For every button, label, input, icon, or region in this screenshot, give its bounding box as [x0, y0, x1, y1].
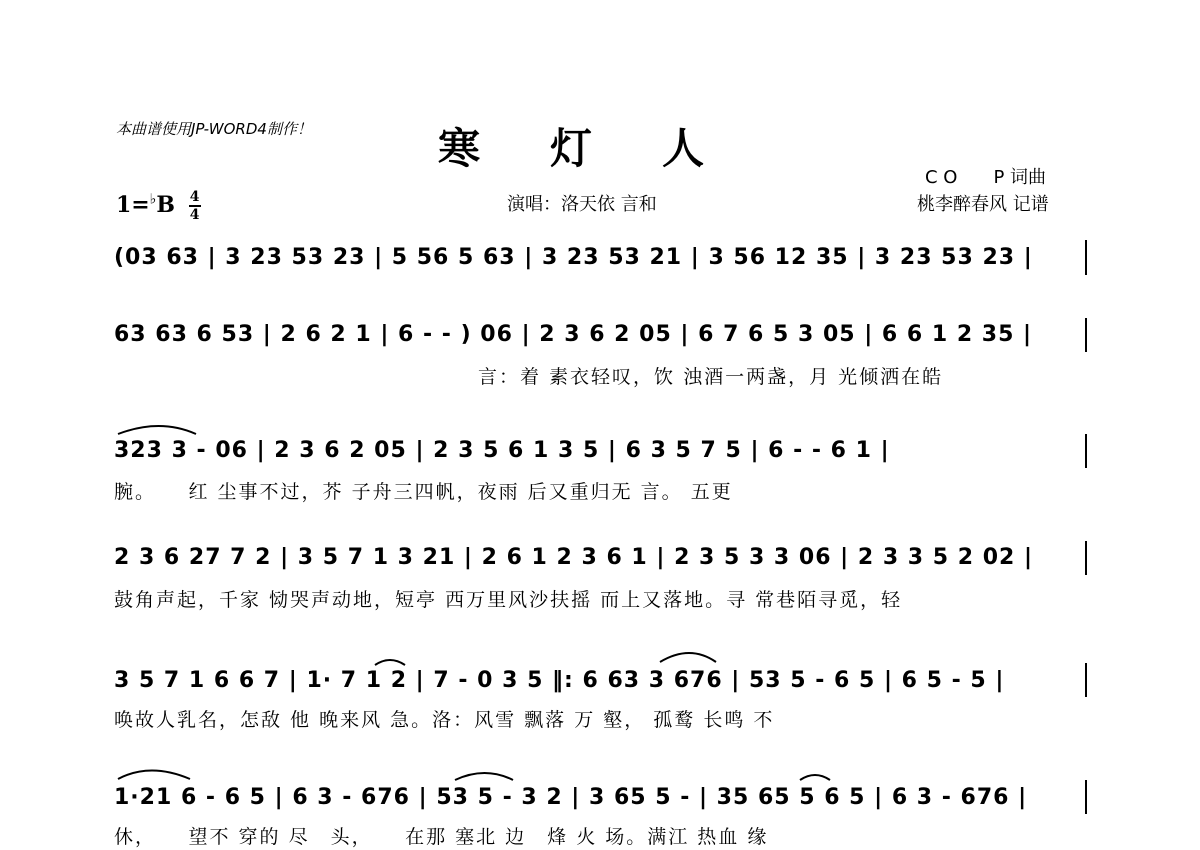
slur-mark — [800, 775, 830, 780]
lyric-line-5: 唤故人乳名，怎敌 他 晚来风 急。洛：风雪 飘落 万 壑， 孤鹜 长鸣 不 — [114, 709, 775, 731]
lyricist-credit: C O P 词曲 — [925, 167, 1047, 188]
lyric-line-4: 鼓角声起，千家 恸哭声动地，短亭 西万里风沙扶摇 而上又落地。寻 常巷陌寻觅，轻 — [114, 589, 903, 611]
key-prefix: 1= — [116, 192, 150, 218]
lyric-line-2: 言：着 素衣轻叹，饮 浊酒一两盏，月 光倾洒在皓 — [478, 366, 944, 388]
time-top: 4 — [189, 189, 200, 205]
notation-line-4: 2 3 6 27 7 2 | 3 5 7 1 3 21 | 2 6 1 2 3 6 1 | 2 3 5 3 3 06 | 2 3 3 5 2 02 | — [114, 545, 1034, 570]
tie-mark — [375, 660, 405, 665]
notation-line-3: 323 3 - 06 | 2 3 6 2 05 | 2 3 5 6 1 3 5 | 6 3 5 7 5 | 6 - - 6 1 | — [114, 438, 890, 463]
notation-line-5: 3 5 7 1 6 6 7 | 1· 7 1 2 | 7 - 0 3 5 ‖: 6 63 3 676 | 53 5 - 6 5 | 6 5 - 5 | — [114, 668, 1005, 693]
flat-accidental: ♭ — [149, 191, 157, 208]
notation-line-2: 63 63 6 53 | 2 6 2 1 | 6 - - ) 06 | 2 3 6 2 05 | 6 7 6 5 3 05 | 6 6 1 2 35 | — [114, 322, 1033, 347]
lyric-line-3: 腕。 红 尘事不过，芥 子舟三四帆，夜雨 后又重归无 言。 五更 — [114, 481, 733, 503]
singers: 演唱：洛天依 言和 — [507, 194, 657, 215]
notation-line-1: (03 63 | 3 23 53 23 | 5 56 5 63 | 3 23 53 21 | 3 56 12 35 | 3 23 53 23 | — [114, 245, 1033, 270]
slur-mark — [660, 653, 716, 662]
lyric-line-6: 休， 望不 穿的 尽 头， 在那 塞北 边 烽 火 场。满江 热血 缘 — [114, 826, 769, 848]
slur-mark — [118, 426, 196, 434]
maker-note: 本曲谱使用JP-WORD4制作！ — [116, 120, 312, 138]
time-bottom: 4 — [189, 207, 200, 223]
slur-mark — [455, 773, 513, 780]
notation-line-6: 1·21 6 - 6 5 | 6 3 - 676 | 53 5 - 3 2 | 3 65 5 - | 35 65 5 6 5 | 6 3 - 676 | — [114, 785, 1028, 810]
transcriber-credit: 桃李醉春风 记谱 — [917, 194, 1049, 215]
song-title: 寒灯人 — [438, 124, 775, 173]
slur-mark — [118, 771, 190, 780]
key-note: B — [156, 192, 175, 218]
